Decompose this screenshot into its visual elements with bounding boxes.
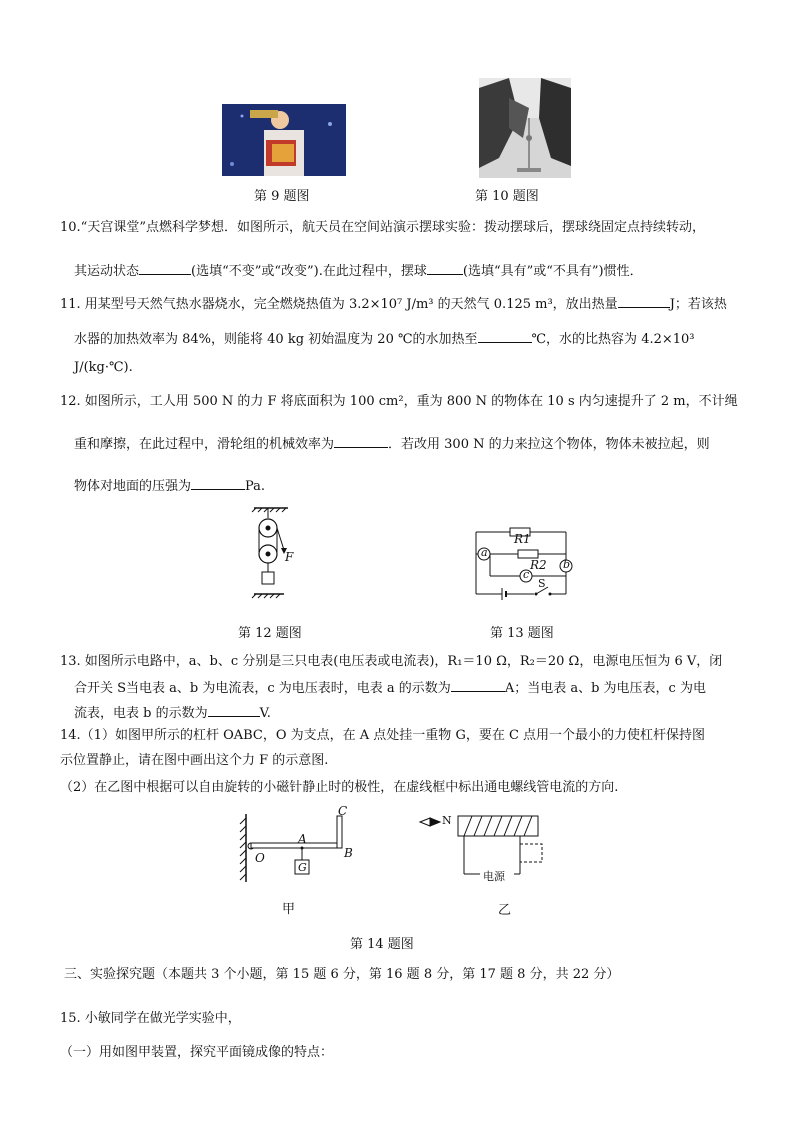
fig14-label-o: O	[255, 851, 265, 865]
q13-blank-1[interactable]	[451, 678, 505, 692]
q12-text-2a: 重和摩擦，在此过程中，滑轮组的机械效率为	[74, 437, 335, 452]
q13-line1: 13. 如图所示电路中，a、b、c 分别是三只电表(电压表或电流表)，R₁＝10 Ω，R₂＝20 Ω，电源电压恒为 6 V，闭	[60, 654, 723, 669]
q10-text-a: 其运动状态	[74, 264, 140, 279]
fig14-caption: 第 14 题图	[350, 937, 414, 952]
section3-heading: 三、实验探究题（本题共 3 个小题，第 15 题 6 分，第 16 题 8 分，第 17 题 8 分，共 22 分）	[64, 967, 620, 982]
fig13-label-r1: R1	[514, 532, 531, 546]
fig14-left-label: 甲	[282, 902, 296, 917]
fig14-lever-diagram	[236, 808, 356, 884]
fig10-photo	[479, 78, 571, 178]
q11-text-1a: 11. 用某型号天然气热水器烧水，完全燃烧热值为 3.2×10⁷ J/m³ 的天然气 0.125 m³，放出热量	[60, 297, 618, 312]
fig9-photo-art	[222, 104, 346, 176]
q12-text-3a: 物体对地面的压强为	[74, 479, 192, 494]
q10-blank-1[interactable]	[139, 261, 191, 275]
q14-line3: （2）在乙图中根据可以自由旋转的小磁针静止时的极性，在虚线框中标出通电螺线管电流的方向.	[60, 780, 619, 795]
fig9-caption: 第 9 题图	[254, 189, 310, 204]
q12-line2	[74, 434, 710, 454]
q10-blank-2[interactable]	[427, 261, 463, 275]
q15-line1: 15. 小敏同学在做光学实验中，	[60, 1011, 241, 1026]
q14-line1: 14.（1）如图甲所示的杠杆 OABC，O 为支点，在 A 点处挂一重物 G，要在 C 点用一个最小的力使杠杆保持图	[60, 728, 706, 743]
q12-line3	[74, 476, 265, 496]
q15-line2: （一）用如图甲装置，探究平面镜成像的特点：	[60, 1045, 334, 1060]
q11-line2	[74, 329, 695, 349]
q10-text-b: (选填“不变”或“改变”).在此过程中，摆球	[191, 264, 427, 279]
fig9-photo	[222, 104, 346, 176]
q11-blank-2[interactable]	[478, 329, 532, 343]
q11-blank-1[interactable]	[618, 294, 670, 308]
q10-line1: 10.“天宫课堂”点燃科学梦想．如图所示，航天员在空间站演示摆球实验：拨动摆球后，摆球绕固定点持续转动，	[60, 220, 705, 235]
q13-text-2a: 合开关 S当电表 a、b 为电流表，c 为电压表时，电表 a 的示数为	[74, 681, 451, 696]
q13-blank-2[interactable]	[208, 703, 260, 717]
fig10-photo-art	[479, 78, 571, 178]
fig13-caption: 第 13 题图	[490, 626, 554, 641]
fig14-label-a: A	[298, 832, 307, 846]
q13-line2	[74, 678, 706, 698]
q11-text-2b: ℃，水的比热容为 4.2×10³	[531, 332, 695, 347]
fig13-label-s: S	[538, 577, 546, 590]
fig13-label-c: c	[523, 568, 530, 581]
q11-line1	[60, 294, 727, 314]
q14-line2: 示位置静止，请在图中画出这个力 F 的示意图.	[60, 753, 329, 768]
fig12-force-label: F	[285, 550, 294, 564]
q12-line1: 12. 如图所示，工人用 500 N 的力 F 将底面积为 100 cm²，重为 800 N 的物体在 10 s 内匀速提升了 2 m，不计绳	[60, 394, 738, 409]
q12-text-2b: ．若改用 300 N 的力来拉这个物体，物体未被拉起，则	[388, 437, 710, 452]
fig14-label-source: 电源	[483, 870, 505, 883]
fig14-label-b: B	[344, 846, 353, 860]
fig14-right-label: 乙	[498, 903, 512, 918]
q13-text-3a: 流表，电表 b 的示数为	[74, 706, 208, 721]
fig13-label-b: b	[563, 558, 571, 571]
q11-text-1b: J；若该热	[669, 297, 727, 312]
q13-line3	[74, 703, 271, 723]
q12-text-3b: Pa.	[245, 479, 266, 494]
q11-line3: J/(kg·℃).	[74, 360, 133, 375]
fig10-caption: 第 10 题图	[475, 189, 539, 204]
fig13-label-r2: R2	[530, 558, 547, 572]
q12-blank-1[interactable]	[334, 434, 388, 448]
q10-text-c: (选填“具有”或“不具有”)惯性．	[462, 264, 643, 279]
q10-line2	[74, 261, 643, 281]
q11-text-2a: 水器的加热效率为 84%，则能将 40 kg 初始温度为 20 ℃的水加热至	[74, 332, 478, 347]
fig14-label-n: N	[442, 814, 452, 827]
q13-text-3b: V.	[259, 706, 271, 721]
fig13-label-a: a	[481, 546, 488, 559]
q12-blank-2[interactable]	[191, 476, 245, 490]
fig14-label-c: C	[338, 804, 348, 818]
fig12-caption: 第 12 题图	[238, 626, 302, 641]
fig14-label-g: G	[298, 861, 307, 874]
q13-text-2b: A；当电表 a、b 为电压表，c 为电	[504, 681, 706, 696]
